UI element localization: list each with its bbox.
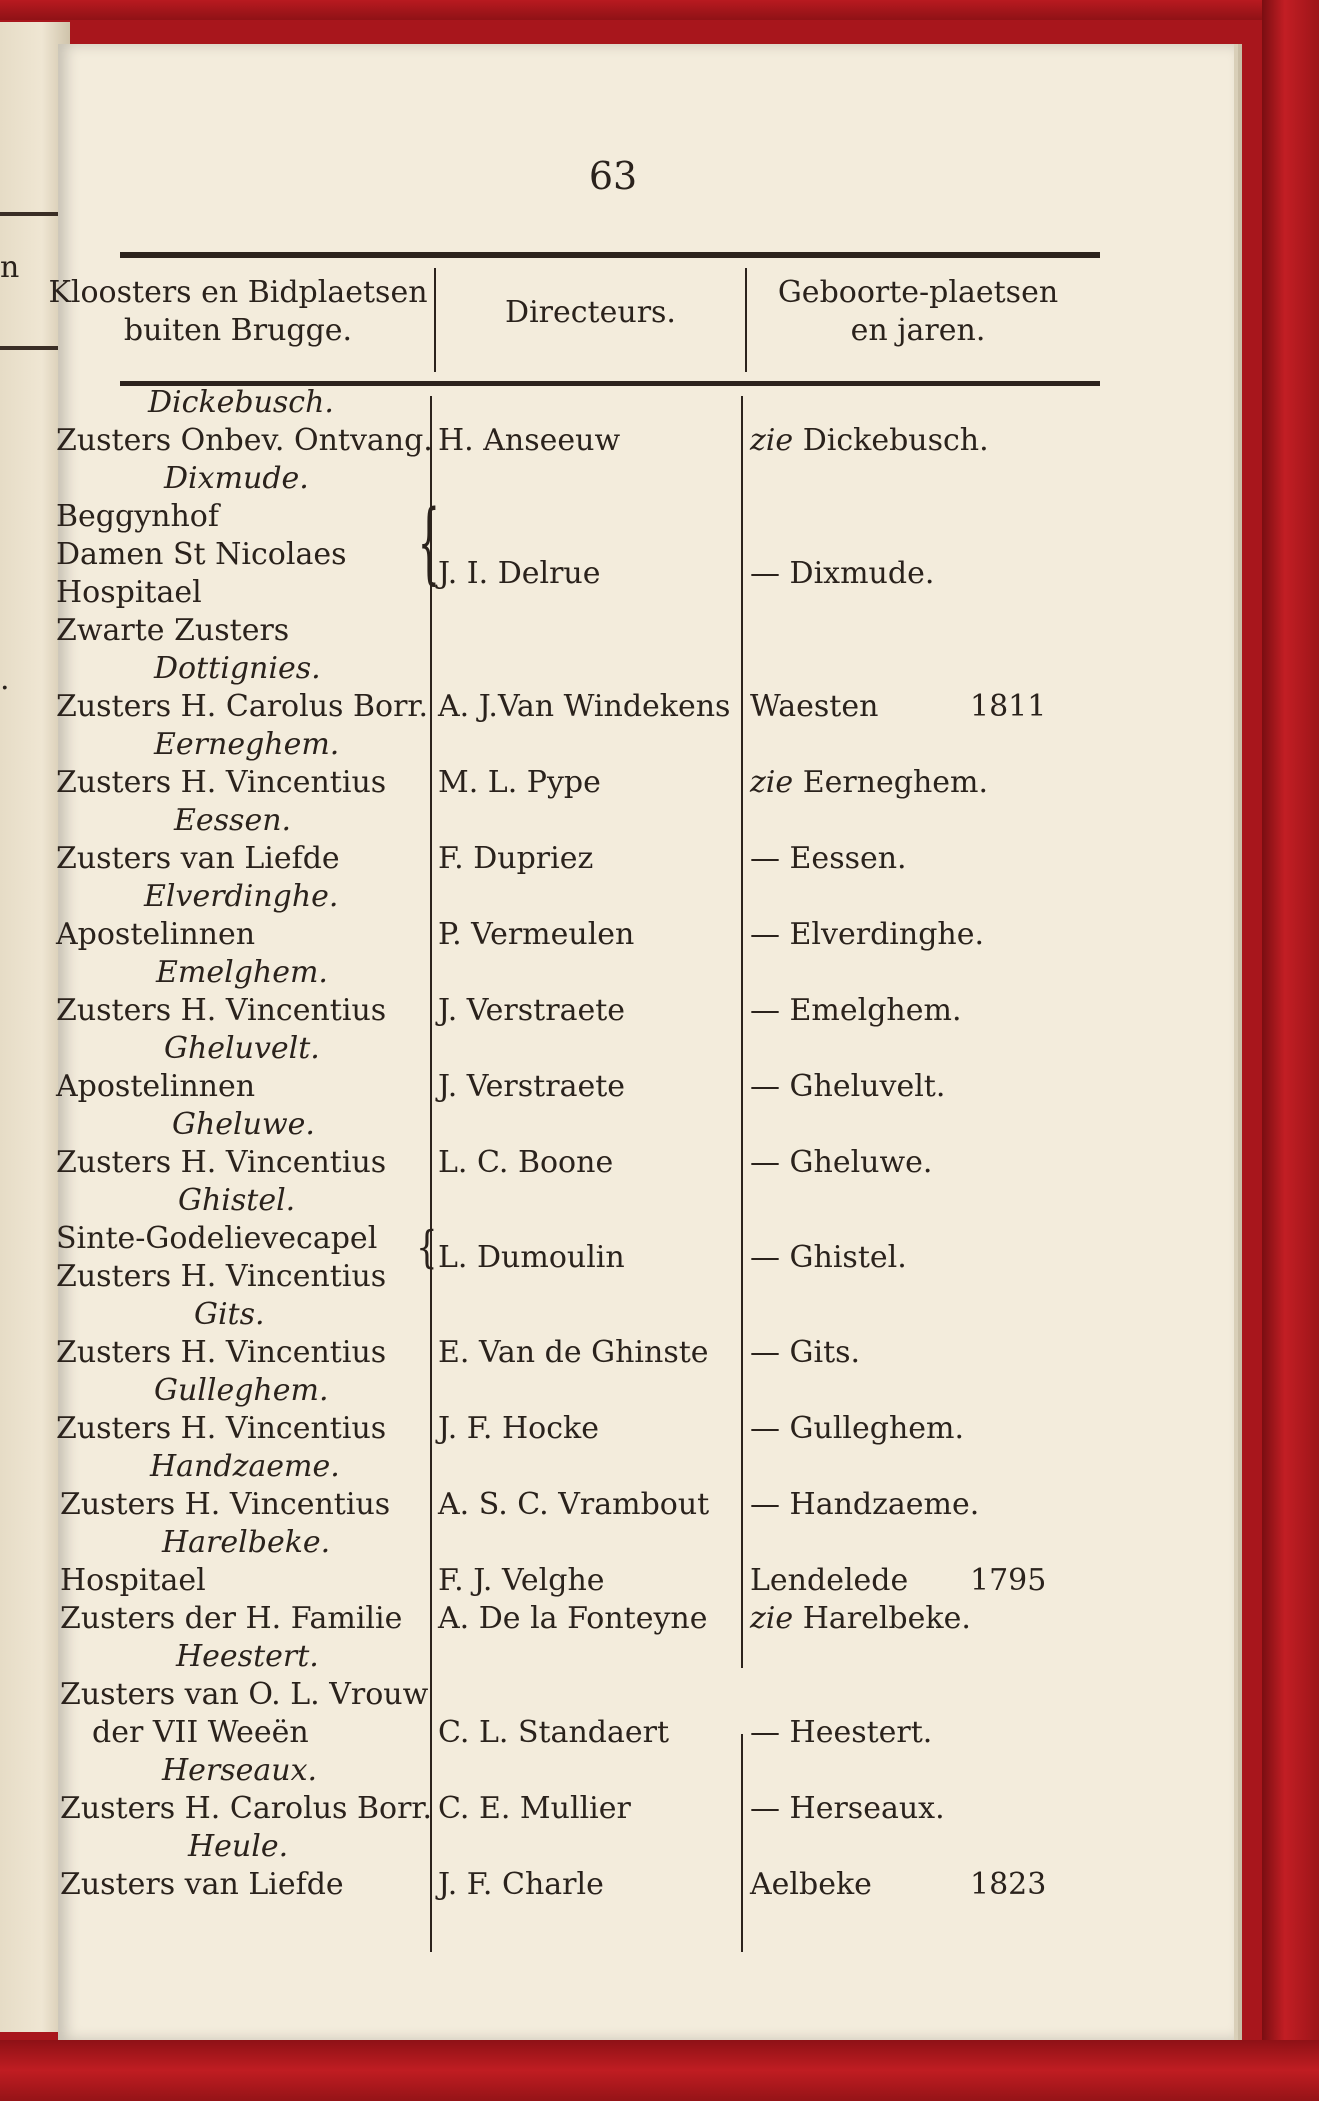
birthplace: — Elverdinghe. (750, 917, 985, 952)
place-heading: Ghistel. (178, 1183, 296, 1218)
grouping-brace: { (416, 1222, 438, 1274)
prev-page-fragment: . (0, 662, 10, 697)
prev-page-rule (0, 212, 66, 216)
place-heading: Dickebusch. (148, 385, 334, 420)
grouping-brace: { (418, 492, 440, 596)
birthplace-name: Dickebusch. (793, 423, 989, 458)
header-col-birthplaces (748, 274, 1088, 350)
header-col-directors: Directeurs. (505, 295, 676, 330)
house-name: Hospitael (56, 575, 202, 610)
place-heading: Gulleghem. (154, 1373, 329, 1408)
binding-bottom-edge (0, 2040, 1319, 2101)
director-name: A. S. C. Vrambout (438, 1487, 710, 1522)
place-heading: Eessen. (174, 803, 292, 838)
binding-top-edge (0, 0, 1319, 20)
birthplace: Lendelede (750, 1563, 909, 1598)
header-column-divider (745, 268, 747, 372)
birthplace: Waesten (750, 689, 879, 724)
birthplace: — Emelghem. (750, 993, 962, 1028)
prev-page-fragment: n (0, 250, 20, 285)
place-heading: Heestert. (176, 1639, 319, 1674)
header-top-rule (120, 252, 1100, 258)
birthplace: — Gheluvelt. (750, 1069, 946, 1104)
birthplace: — Eessen. (750, 841, 907, 876)
director-name: F. J. Velghe (438, 1563, 605, 1598)
house-name: Apostelinnen (56, 1069, 256, 1104)
house-name: Damen St Nicolaes (56, 537, 347, 572)
birthplace-name: Eerneghem. (793, 765, 989, 800)
header-houses-line2: buiten Brugge. (123, 313, 353, 348)
house-name: Zusters H. Vincentius (56, 993, 387, 1028)
birth-year: 1823 (970, 1867, 1047, 1902)
place-heading: Dottignies. (154, 651, 321, 686)
place-heading: Dixmude. (164, 461, 309, 496)
birthplace: — Ghistel. (750, 1240, 907, 1275)
director-name: J. Verstraete (438, 1069, 626, 1104)
director-name: L. C. Boone (438, 1145, 614, 1180)
house-name: Zusters H. Vincentius (60, 1487, 391, 1522)
birthplace (750, 1600, 971, 1638)
house-name: Zusters H. Vincentius (56, 1335, 387, 1370)
director-name: C. E. Mullier (438, 1791, 631, 1826)
director-name: E. Van de Ghinste (438, 1335, 709, 1370)
place-heading: Elverdinghe. (144, 879, 339, 914)
header-col-houses (48, 274, 428, 350)
page-number: 63 (588, 154, 638, 198)
birthplace (750, 422, 989, 460)
director-name: F. Dupriez (438, 841, 594, 876)
house-name: Zusters H. Vincentius (56, 1259, 387, 1294)
house-name: Zusters H. Vincentius (56, 1411, 387, 1446)
director-name: M. L. Pype (438, 765, 601, 800)
house-name: Zusters H. Carolus Borr. (56, 689, 428, 724)
director-name: J. F. Charle (438, 1867, 604, 1902)
birthplace-name: Harelbeke. (793, 1601, 971, 1636)
place-heading: Emelghem. (156, 955, 328, 990)
house-name: Zusters H. Vincentius (56, 765, 387, 800)
house-name: Zusters van Liefde (56, 841, 340, 876)
body-column-divider (430, 396, 432, 1952)
place-heading: Gheluwe. (172, 1107, 315, 1142)
director-name: L. Dumoulin (438, 1240, 625, 1275)
birthplace (750, 764, 988, 802)
binding-right-edge (1262, 0, 1319, 2101)
house-name: Apostelinnen (56, 917, 256, 952)
zie-label: zie (750, 423, 794, 458)
birthplace: — Heestert. (750, 1715, 933, 1750)
house-name: Hospitael (60, 1563, 206, 1598)
body-column-divider (741, 396, 743, 1668)
place-heading: Herseaux. (162, 1753, 318, 1788)
house-name: Zwarte Zusters (56, 613, 290, 648)
place-heading: Eerneghem. (154, 727, 340, 762)
place-heading: Heule. (188, 1829, 289, 1864)
birthplace: — Handzaeme. (750, 1487, 980, 1522)
house-name: Zusters H. Vincentius (56, 1145, 387, 1180)
book-page (48, 44, 1234, 2040)
house-name: Zusters H. Carolus Borr. (60, 1791, 432, 1826)
director-name: J. Verstraete (438, 993, 626, 1028)
director-name: C. L. Standaert (438, 1715, 670, 1750)
birth-year: 1795 (970, 1563, 1047, 1598)
birthplace: — Herseaux. (750, 1791, 945, 1826)
house-name: Zusters Onbev. Ontvang. (56, 423, 433, 458)
zie-label: zie (750, 1601, 794, 1636)
house-name: der VII Weeën (92, 1715, 309, 1750)
header-houses-line1: Kloosters en Bidplaetsen (48, 275, 428, 310)
place-heading: Gits. (194, 1297, 265, 1332)
zie-label: zie (750, 765, 794, 800)
birthplace: — Dixmude. (750, 556, 935, 591)
director-name: J. F. Hocke (438, 1411, 599, 1446)
house-name: Zusters van O. L. Vrouw (60, 1677, 429, 1712)
header-birth-line1: Geboorte-plaetsen (777, 275, 1059, 310)
birthplace: — Gheluwe. (750, 1145, 933, 1180)
house-name: Zusters van Liefde (60, 1867, 344, 1902)
house-name: Beggynhof (56, 499, 219, 534)
director-name: J. I. Delrue (438, 556, 601, 591)
birthplace: Aelbeke (750, 1867, 872, 1902)
header-birth-line2: en jaren. (850, 313, 986, 348)
birthplace: — Gits. (750, 1335, 861, 1370)
birthplace: — Gulleghem. (750, 1411, 965, 1446)
house-name: Zusters der H. Familie (60, 1601, 403, 1636)
header-column-divider (434, 268, 436, 372)
place-heading: Harelbeke. (162, 1525, 331, 1560)
house-name: Sinte-Godelievecapel (56, 1221, 378, 1256)
director-name: P. Vermeulen (438, 917, 635, 952)
director-name: H. Anseeuw (438, 423, 621, 458)
place-heading: Handzaeme. (150, 1449, 340, 1484)
director-name: A. De la Fonteyne (438, 1601, 708, 1636)
birth-year: 1811 (970, 689, 1047, 724)
place-heading: Gheluvelt. (164, 1031, 320, 1066)
director-name: A. J.Van Windekens (438, 689, 731, 724)
body-column-divider (741, 1734, 743, 1952)
